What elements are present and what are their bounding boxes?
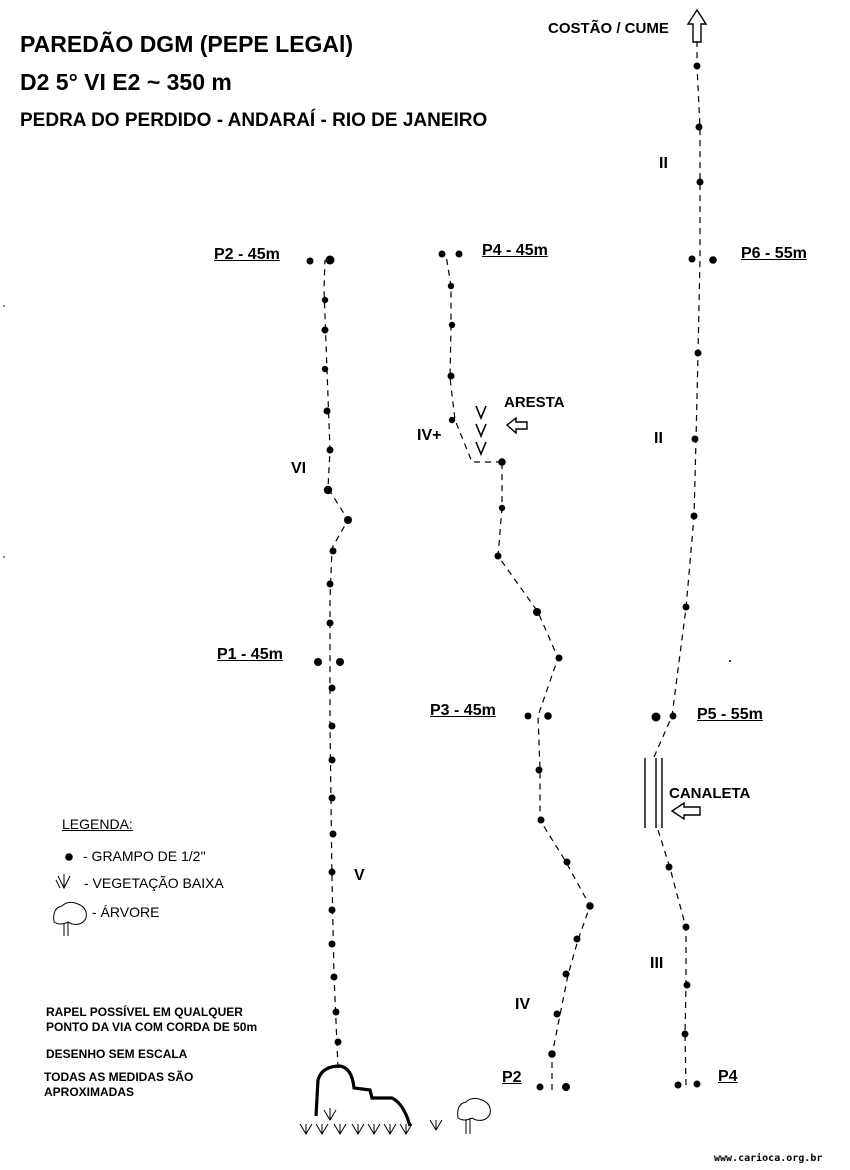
arete-vegetation-icon (476, 406, 486, 454)
legend-title: LEGENDA: (62, 816, 133, 832)
base-p4: P4 (718, 1068, 738, 1085)
summit-arrow-icon (688, 10, 706, 42)
credit-url: www.carioca.org.br (714, 1153, 823, 1164)
belay-p2: P2 - 45m (214, 246, 280, 263)
belay-p5: P5 - 55m (697, 706, 763, 723)
pitch-line-middle-lower (498, 462, 590, 1090)
gully-lines (645, 758, 662, 828)
arete-label: ARESTA (504, 394, 565, 411)
grade-middle-upper: IV+ (417, 427, 442, 444)
pitch-line-right-upper (654, 40, 700, 757)
arete-arrow-icon (507, 418, 527, 433)
legend-tree: - ÁRVORE (92, 904, 160, 920)
note-rappel-1: RAPEL POSSÍVEL EM QUALQUER (46, 1005, 243, 1019)
pitch-line-middle-upper (446, 255, 502, 462)
note-rappel-2: PONTO DA VIA COM CORDA DE 50m (46, 1020, 258, 1034)
legend-vegetation-icon (56, 874, 70, 888)
gully-label: CANALETA (669, 785, 751, 802)
route-grade: D2 5° VI E2 ~ 350 m (20, 69, 232, 95)
summit-label: COSTÃO / CUME (548, 20, 669, 37)
note-no-scale: DESENHO SEM ESCALA (46, 1047, 188, 1061)
base-tree-icon (458, 1098, 491, 1134)
grade-right-middle: II (654, 430, 663, 447)
belay-p6: P6 - 55m (741, 245, 807, 262)
route-location: PEDRA DO PERDIDO - ANDARAÍ - RIO DE JANEIRO (20, 110, 488, 131)
grade-left-lower: V (354, 867, 365, 884)
grade-left-upper: VI (291, 460, 307, 477)
route-title: PAREDÃO DGM (PEPE LEGAl) (20, 31, 354, 57)
belay-p1: P1 - 45m (217, 646, 283, 663)
belay-p4: P4 - 45m (482, 242, 548, 259)
legend-tree-icon (54, 902, 87, 936)
route-lines (324, 40, 700, 1090)
legend-vegetation: - VEGETAÇÃO BAIXA (84, 875, 224, 891)
grade-right-top: II (659, 155, 668, 172)
grade-right-lower: III (650, 955, 664, 972)
belay-p3: P3 - 45m (430, 702, 496, 719)
note-measures-2: APROXIMADAS (44, 1085, 135, 1099)
legend-bolt-icon (65, 853, 73, 861)
bolts (3, 63, 731, 1092)
base-vegetation (300, 1108, 442, 1134)
note-measures-1: TODAS AS MEDIDAS SÃO (44, 1070, 194, 1084)
gully-arrow-icon (672, 803, 700, 819)
legend-bolt: - GRAMPO DE 1/2'' (83, 848, 206, 864)
pitch-line-left (324, 260, 348, 1068)
grade-middle-lower: IV (515, 996, 531, 1013)
base-p2: P2 (502, 1069, 522, 1086)
